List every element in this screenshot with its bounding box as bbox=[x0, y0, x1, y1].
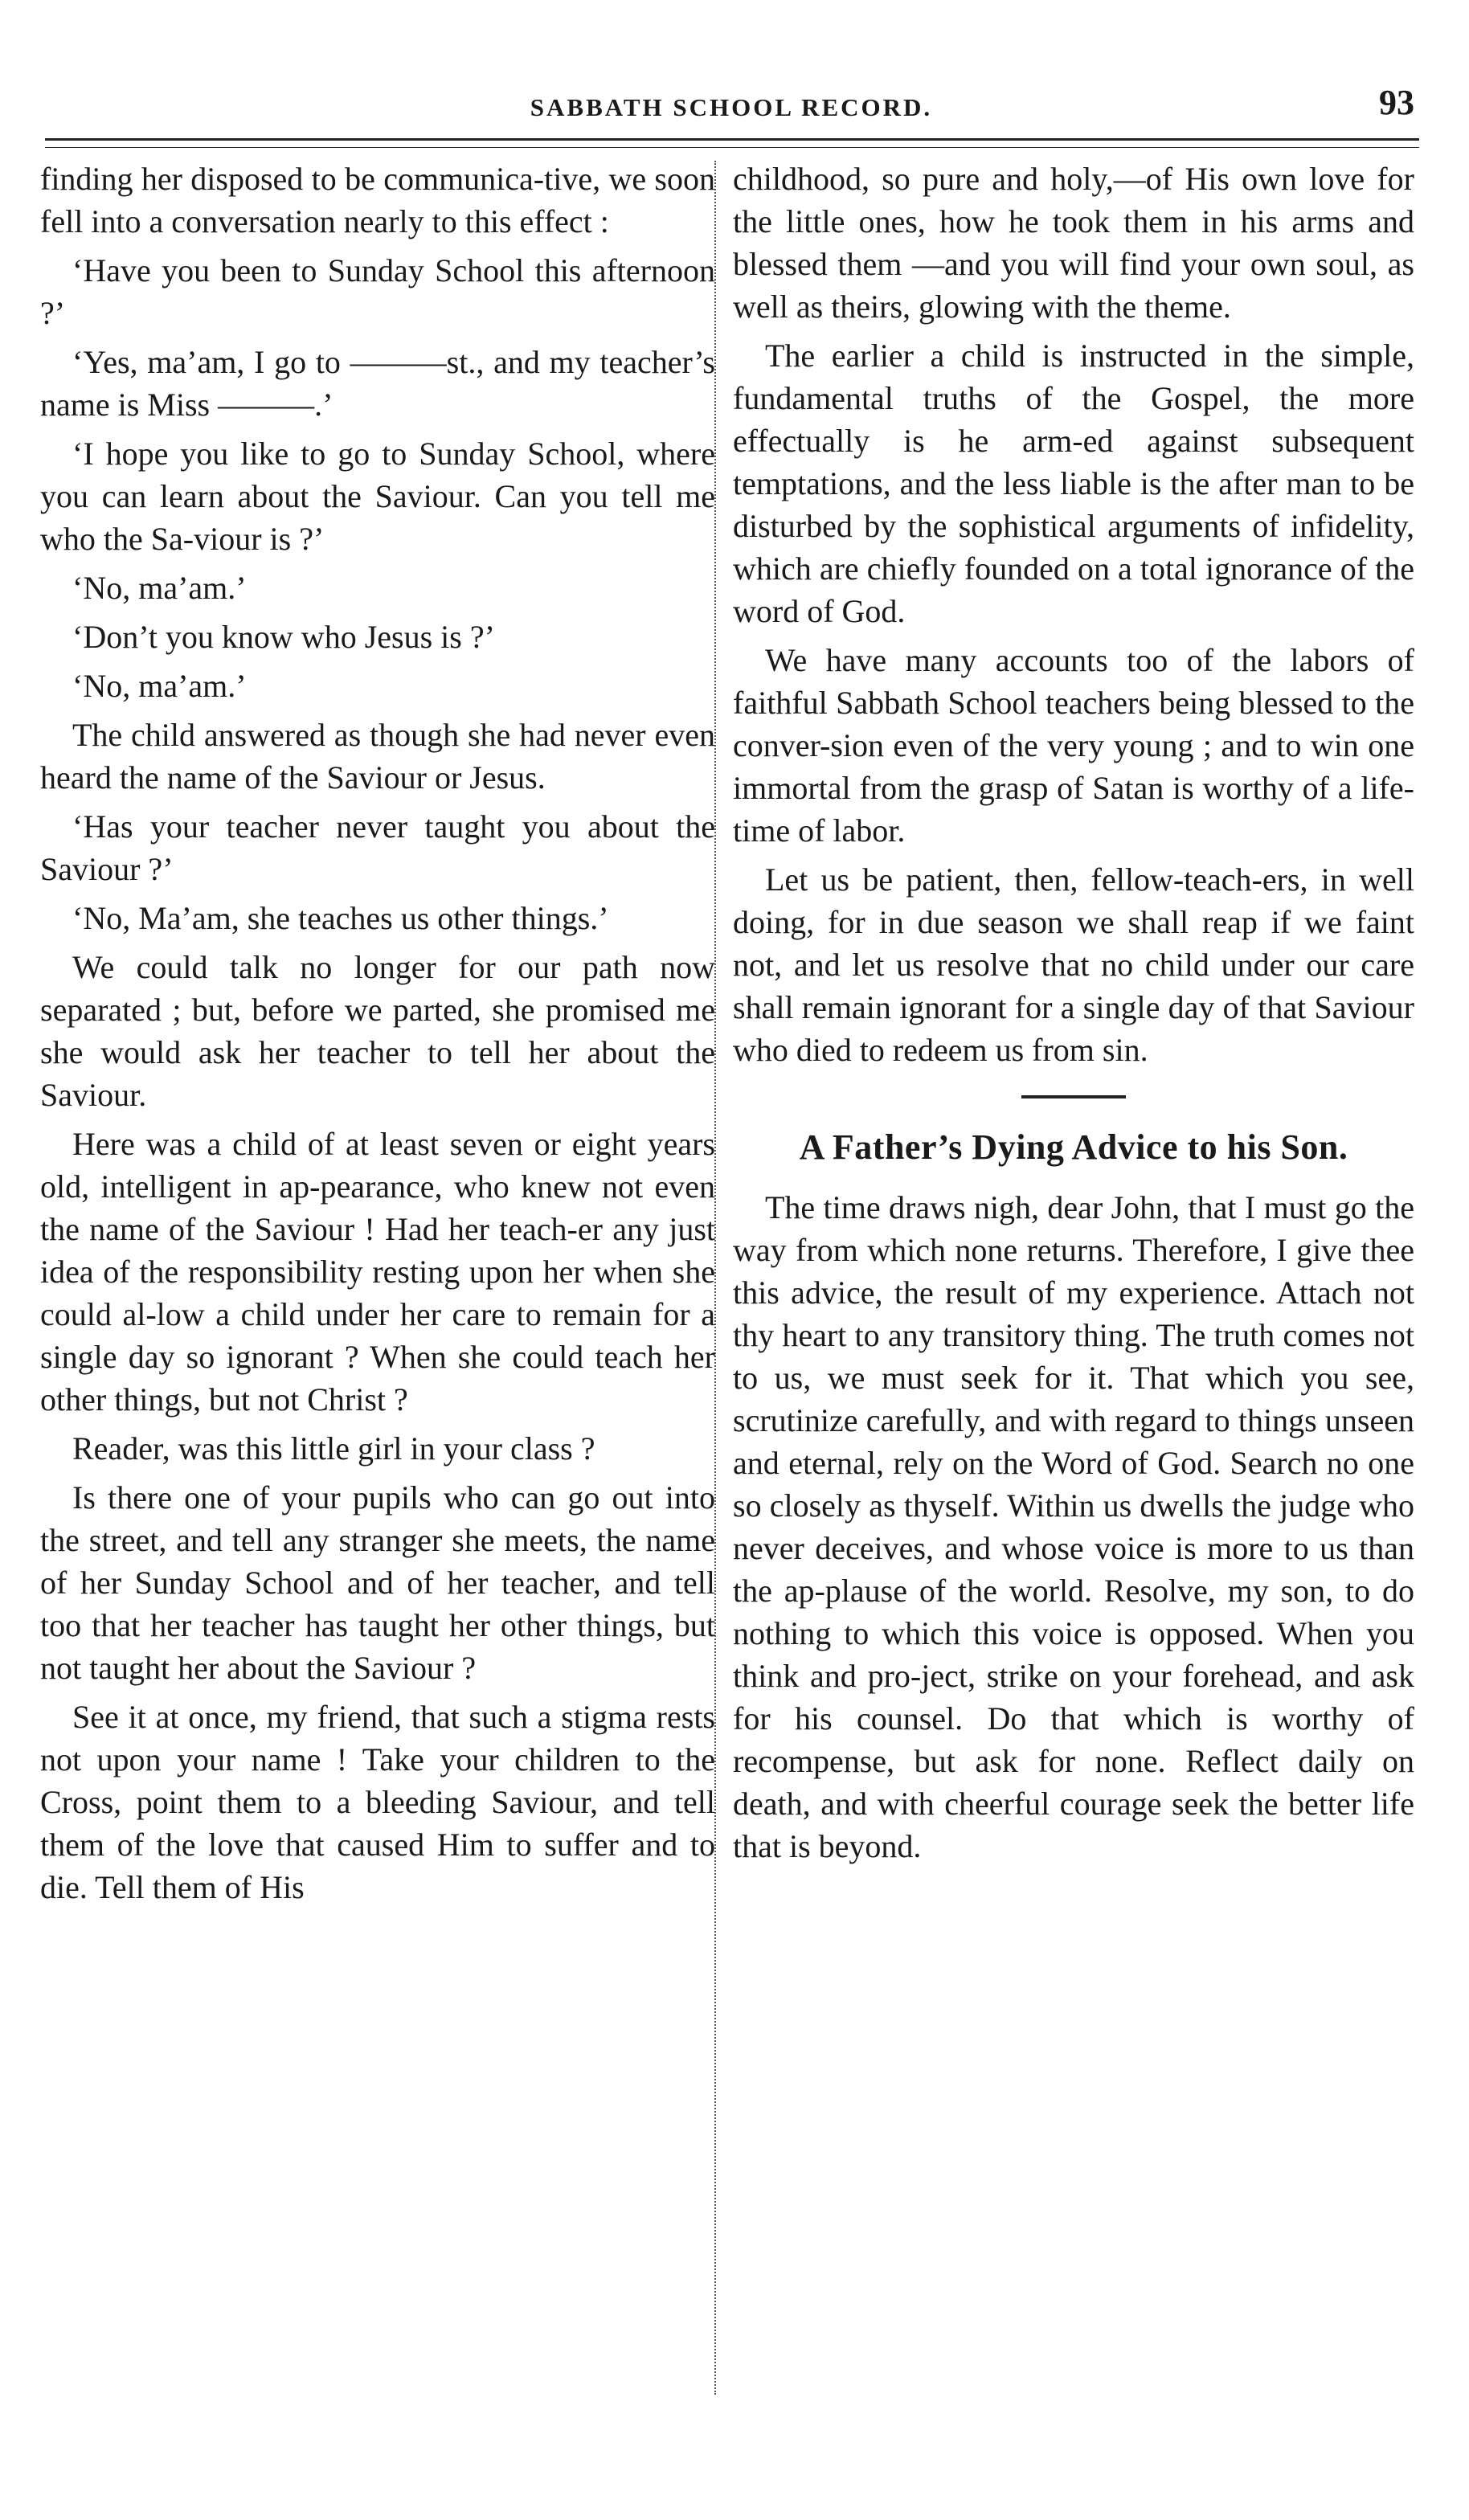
paragraph: See it at once, my friend, that such a stigma rests not upon your name ! Take your children to the Cross, point them to a bleeding Saviour, and tell them of the love that caused Him to suffer and to die. Tell them of His bbox=[40, 1699, 715, 1905]
paragraph: The time draws nigh, dear John, that I must go the way from which none returns. Therefore, I give thee this advice, the result of my experience. Attach not thy heart to any transitory thing. The truth comes not to us, we must seek for it. That which you see, scrutinize carefully, and with regard to things unseen and eternal, rely on the Word of God. Search no one so closely as thyself. Within us dwells the judge who never deceives, and whose voice is more to us than the ap-plause of the world. Resolve, my son, to do nothing to which this voice is opposed. When you think and pro-ject, strike on your forehead, and ask for his counsel. Do that which is worthy of recompense, but ask for none. Reflect daily on death, and with cheerful courage seek the better life that is beyond. bbox=[733, 1189, 1414, 1864]
section-heading: A Father’s Dying Advice to his Son. bbox=[799, 1127, 1348, 1167]
paragraph: ‘No, ma’am.’ bbox=[72, 668, 247, 704]
paragraph: ‘No, Ma’am, she teaches us other things.’ bbox=[72, 900, 609, 936]
paragraph: Let us be patient, then, fellow-teach-ers, in well doing, for in due season we shall reap if we faint not, and let us resolve that no child under our care shall remain ignorant for a single day of that Saviour who died to redeem us from sin. bbox=[733, 861, 1414, 1068]
paragraph: The child answered as though she had never even heard the name of the Saviour or Jesus. bbox=[40, 717, 715, 796]
page-header bbox=[48, 83, 1414, 135]
paragraph: ‘Has your teacher never taught you about the Saviour ?’ bbox=[40, 808, 715, 887]
paragraph: childhood, so pure and holy,—of His own love for the little ones, how he took them in his arms and blessed them —and you will find your own soul, as well as theirs, glowing with the theme. bbox=[733, 161, 1414, 325]
paragraph: Is there one of your pupils who can go out into the street, and tell any stranger she meets, the name of her Sunday School and of her teacher, and tell too that her teacher has taught her other things, but not taught her about the Saviour ? bbox=[40, 1479, 715, 1686]
paragraph: ‘No, ma’am.’ bbox=[72, 570, 247, 606]
paragraph: ‘Have you been to Sunday School this afternoon ?’ bbox=[40, 252, 715, 331]
right-column bbox=[733, 158, 1414, 1874]
header-rule bbox=[45, 138, 1419, 148]
paragraph: ‘I hope you like to go to Sunday School, where you can learn about the Saviour. Can you tell me who the Sa-viour is ?’ bbox=[40, 436, 715, 557]
paragraph: finding her disposed to be communica-tive, we soon fell into a conversation nearly to this effect : bbox=[40, 161, 715, 239]
paragraph: The earlier a child is instructed in the simple, fundamental truths of the Gospel, the more effectually is he arm-ed against subsequent temptations, and the less liable is the after man to be disturbed by the sophistical arguments of infidelity, which are chiefly founded on a total ignorance of the word of God. bbox=[733, 338, 1414, 629]
section-rule bbox=[1021, 1095, 1126, 1098]
left-column bbox=[40, 158, 715, 1915]
paragraph: We have many accounts too of the labors of faithful Sabbath School teachers being blessed to the conver-sion even of the very young ; and to win one immortal from the grasp of Satan is worthy of a life-time of labor. bbox=[733, 642, 1414, 849]
paragraph: Here was a child of at least seven or eight years old, intelligent in ap-pearance, who knew not even the name of the Saviour ! Had her teach-er any just idea of the responsibility resting upon her when she could al-low a child under her care to remain for a single day so ignorant ? When she could teach her other things, but not Christ ? bbox=[40, 1126, 715, 1418]
paragraph: ‘Don’t you know who Jesus is ?’ bbox=[72, 619, 495, 655]
paragraph: We could talk no longer for our path now separated ; but, before we parted, she promised me she would ask her teacher to tell her about the Saviour. bbox=[40, 949, 715, 1113]
page-number: 93 bbox=[1379, 83, 1414, 122]
paragraph: ‘Yes, ma’am, I go to ———st., and my teacher’s name is Miss ———.’ bbox=[40, 344, 715, 423]
running-title: SABBATH SCHOOL RECORD. bbox=[530, 93, 933, 121]
paragraph: Reader, was this little girl in your class ? bbox=[72, 1430, 595, 1467]
